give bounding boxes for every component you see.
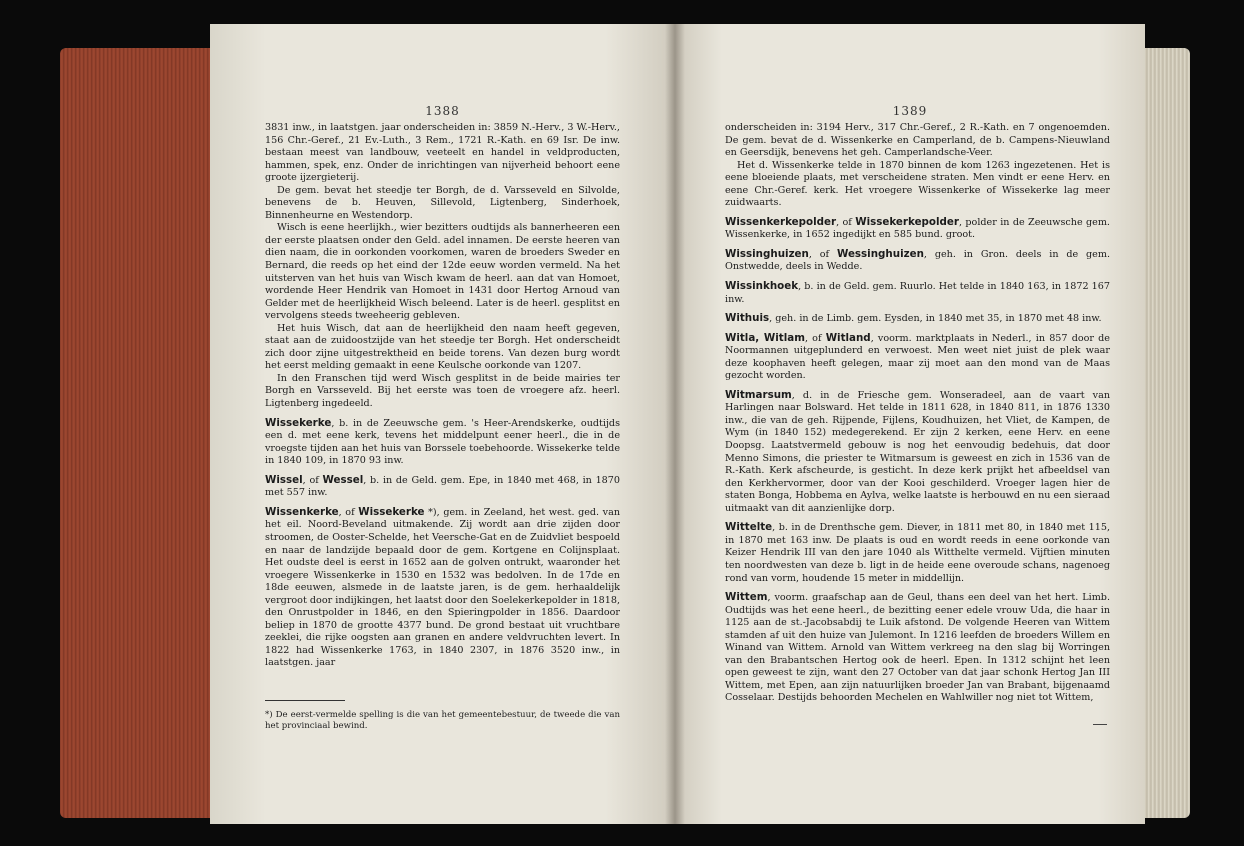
entry-text: , geh. in de Limb. gem. Eysden, in 1840 met 35, in 1870 met 48 inw. [769, 313, 1102, 325]
entry-text: , b. in de Zeeuwsche gem. 's Heer-Arendskerke, oudtijds een d. met eene kerk, tevens het middelpunt eener heerl., die in de vroegste tijden aan het huis van Borssele toebehoorde. Wissekerke telde in 1840 109, in 1870 93 inw. [265, 417, 620, 467]
entry-text: , b. in de Geld. gem. Epe, in 1840 met 468, in 1870 met 557 inw. [265, 474, 620, 499]
right-page [675, 24, 1145, 824]
entry-connector: , of [338, 506, 359, 518]
entry-connector: , of [804, 332, 826, 344]
paragraph: Het huis Wisch, dat aan de heerlijkheid den naam heeft gegeven, staat aan de zuidoostzijde van het steedje ter Borgh. Het onderscheidt zich door zijne uitgestrektheid en beide torens. Van dezen burg wordt het eerst melding gemaakt in eene Keulsche oorkonde van 1207. [265, 322, 620, 372]
entry-withuis [725, 312, 1110, 326]
footnote: *) De eerst-vermelde spelling is die van het gemeentebestuur, de tweede die van het provinciaal bewind. [265, 710, 620, 731]
entry-text: , d. in de Friesche gem. Wonseradeel, aan de vaart van Harlingen naar Bolsward. Het telde in 1811 628, in 1840 811, in 1876 1330 inw., die van de geh. Rijpende, Fijlens, Koudhuizen, het Vliet, de Kampen, de Wym (in 1840 152) medegerekend. Er zijn 2 kerken, eene Herv. en eene Doopsg. Laatstvermeld gebouw is nog het eenvoudig bedehuis, dat door Menno Simons, die priester te Witmarsum is geweest en zich in 1536 van de R.-Kath. Kerk afscheurde, is gesticht. In deze kerk prijkt het afbeeldsel van den Kerkhervormer, door van der Kooi geschilderd. Vroeger lagen hier de staten Bonga, Hobbema en Aylva, welke laatste is herbouwd en nu een sieraad uitmaakt van dit aanzienlijke dorp. [725, 389, 1110, 514]
catchword-dash [1093, 724, 1107, 725]
book-gutter [665, 24, 685, 824]
paragraph: Het d. Wissenkerke telde in 1870 binnen de kom 1263 ingezetenen. Het is eene bloeiende plaats, met verscheidene straten. Men vindt er eene Herv. en eene Chr.-Geref. kerk. Het vroegere Wissenkerke of Wissekerke lag meer zuidwaarts. [725, 159, 1110, 209]
entry-wissenkerkepolder [725, 216, 1110, 242]
entry-text: , b. in de Drenthsche gem. Diever, in 1811 met 80, in 1840 met 115, in 1870 met 163 inw. De plaats is oud en wordt reeds in eene oorkonde van Keizer Hendrik III van den jare 1040 als Witthelte vermeld. Vijftien minuten ten noordwesten van deze b. ligt in de heide eene overoude schans, nagenoeg rond van vorm, houdende 15 meter in middellijn. [725, 522, 1110, 584]
entry-text: , geh. in Gron. deels in de gem. Onstwedde, deels in Wedde. [725, 248, 1110, 273]
page-edges-right [1145, 48, 1190, 818]
entry-witmarsum [725, 389, 1110, 515]
headword: Wissekerke [265, 416, 332, 429]
entry-text: *), gem. in Zeeland, het west. ged. van het eil. Noord-Beveland uitmakende. Zij wordt aan drie zijden door stroomen, de Ooster-Schelde, het Veersche-Gat en de Zuidvliet bespoeld en naar de landzijde bepaald door de gem. Kortgene en Colijnsplaat. Het oudste deel is eerst in 1652 aan de golven ontrukt, waaronder het vroegere Wissenkerke in 1530 en 1532 was bedolven. In de 17de en 18de eeuwen, alsmede in de laatste jaren, is de gem. herhaaldelijk vergroot door indijkingen, het laatst door den Soelekerkepolder in 1818, den Onrustpolder in 1846, en den Spieringpolder in 1856. Daardoor beliep in 1870 de grootte 4377 bund. De grond bestaat uit vruchtbare zeeklei, die rijke oogsten aan granen en andere veldvruchten levert. In 1822 had Wissenkerke 1763, in 1840 2307, in 1876 3520 inw., in laatstgen. jaar [265, 506, 620, 669]
headword: Witmarsum [725, 388, 792, 401]
headword-alt: Witland [825, 331, 871, 344]
open-book [60, 18, 1190, 836]
paragraph: 3831 inw., in laatstgen. jaar onderscheiden in: 3859 N.-Herv., 3 W.-Herv., 156 Chr.-Geref., 21 Ev.-Luth., 3 Rem., 1721 R.-Kath. en 69 Isr. De inw. bestaan meest van landbouw, veeteelt en handel in veldproducten, hammen, spek, enz. Onder de inrichtingen van nijverheid behoort eene groote ijzergieterij. [265, 122, 620, 184]
entry-wissenkerke [265, 506, 620, 670]
headword: Withuis [725, 312, 770, 325]
headword: Wittelte [725, 521, 773, 534]
entry-wittelte [725, 521, 1110, 585]
paragraph: In den Franschen tijd werd Wisch gesplitst in de beide mairies ter Borgh en Varsseveld. Bij het eerste was toen de vroegere afz. heerl. Ligtenberg ingedeeld. [265, 372, 620, 410]
headword: Wissel [265, 473, 303, 486]
entry-witla [725, 332, 1110, 383]
headword-alt: Wissekerke [358, 505, 425, 518]
entry-text: , voorm. marktplaats in Nederl., in 857 door de Noormannen uitgeplunderd en verwoest. Men weet niet juist de plek waar deze koophaven heeft gelegen, maar zij moet aan den mond van de Maas gezocht worden. [725, 332, 1110, 382]
page-number: 1388 [425, 104, 460, 118]
page-number: 1389 [892, 104, 928, 118]
entry-wissel [265, 474, 620, 500]
entry-text: , polder in de Zeeuwsche gem. Wissenkerke, in 1652 ingedijkt en 585 bund. groot. [725, 216, 1110, 241]
headword-alt: Wessel [322, 473, 364, 486]
headword: Wissenkerkepolder [725, 215, 837, 228]
headword: Wissenkerke [265, 505, 339, 518]
entry-connector: , of [302, 474, 323, 486]
headword: Wissinghuizen [725, 247, 809, 260]
headword: Wittem [725, 591, 768, 604]
entry-wittem [725, 591, 1110, 705]
entry-connector: , of [808, 248, 837, 260]
entry-wissinghuizen [725, 248, 1110, 274]
paragraph: De gem. bevat het steedje ter Borgh, de d. Varsseveld en Silvolde, benevens de b. Heuven, Sillevold, Ligtenberg, Sinderhoek, Binnenheurne en Westendorp. [265, 184, 620, 221]
page-body [265, 122, 620, 670]
left-page [210, 24, 675, 824]
headword-alt: Wessinghuizen [836, 247, 924, 260]
page-body [725, 122, 1110, 705]
paragraph: Wisch is eene heerlijkh., wier bezitters oudtijds als bannerheeren een der eerste plaatsen onder den Geld. adel innamen. De eerste heeren van dien naam, die in oorkonden voorkomen, waren de broeders Sweder en Bernard, die reeds op het eind der 12de eeuw worden vermeld. Na het uitsterven van het huis van Wisch kwam de heerl. aan dat van Homoet, wordende Heer Hendrik van Homoet in 1431 door Hertog Arnoud van Gelder met de heerlijkheid Wisch beleend. Later is de heerl. gesplitst en vervolgens steeds tweeheerig gebleven. [265, 222, 620, 322]
entry-wissinkhoek [725, 280, 1110, 306]
entry-connector: , of [836, 216, 856, 228]
headword: Witla, Witlam [725, 331, 805, 344]
headword-alt: Wissekerkepolder [855, 215, 959, 228]
paragraph: onderscheiden in: 3194 Herv., 317 Chr.-Geref., 2 R.-Kath. en 7 ongenoemden. De gem. bevat de d. Wissenkerke en Camperland, de b. Campens-Nieuwland en Geersdijk, benevens het geh. Camperlandsche-Veer. [725, 122, 1110, 159]
entry-text: , b. in de Geld. gem. Ruurlo. Het telde in 1840 163, in 1872 167 inw. [725, 281, 1110, 305]
entry-wissekerke [265, 417, 620, 468]
headword: Wissinkhoek [725, 280, 799, 293]
entry-text: , voorm. graafschap aan de Geul, thans een deel van het hert. Limb. Oudtijds was het eene heerl., de bezitting eener edele vrouw Uda, die haar in 1125 aan de st.-Jacobsabdij te Luik afstond. De volgende Heeren van Wittem stamden af uit den huize van Julemont. In 1216 leefden de broeders Willem en Winand van Wittem. Arnold van Wittem verkreeg na den slag bij Worringen van den Brabantschen Hertog ook de heerl. Epen. In 1312 schijnt het leen open geweest te zijn, want den 27 October van dat jaar schonk Hertog Jan III Wittem, met Epen, aan zijn natuurlijken broeder Jan van Brabant, bijgenaamd Cosselaar. Destijds behoorden Mechelen en Wahlwiller nog niet tot Wittem, [725, 592, 1110, 704]
footnote-rule [265, 700, 345, 701]
page-edges-left [60, 48, 210, 818]
